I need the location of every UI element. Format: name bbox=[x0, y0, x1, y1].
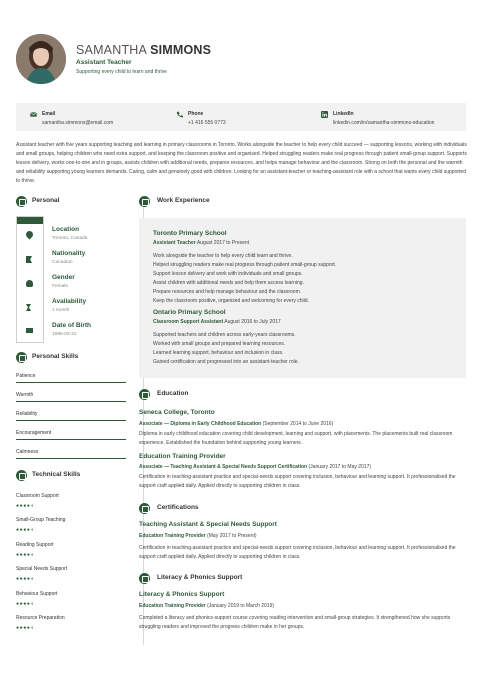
phone-icon bbox=[176, 111, 183, 118]
personal-skill-item bbox=[16, 373, 126, 379]
skill-rating: ●●●●◖ bbox=[16, 625, 35, 631]
literacy-icon bbox=[139, 573, 150, 584]
tagline: Supporting every child to learn and thrive bbox=[76, 69, 167, 75]
technical-skill-item bbox=[16, 615, 126, 631]
job-bullet: Prepare resources and help manage behaviour and the classroom. bbox=[153, 289, 302, 295]
avatar bbox=[16, 34, 66, 84]
literacy-name: Literacy & Phonics Support bbox=[139, 591, 225, 598]
skill-rating: ●●●●◖ bbox=[16, 503, 35, 509]
literacy-dates: (January 2019 to March 2019) bbox=[207, 603, 275, 609]
job-bullet: Work alongside the teacher to help every child learn and thrive. bbox=[153, 253, 293, 259]
contact-bar bbox=[16, 103, 466, 131]
personal-skill-item bbox=[16, 449, 126, 455]
personal-skill-item bbox=[16, 392, 126, 398]
personal-skill-item bbox=[16, 430, 126, 436]
literacy-provider: Education Training Provider bbox=[139, 603, 206, 609]
skill-rating: ●●●●◖ bbox=[16, 601, 35, 607]
person-icon bbox=[26, 280, 33, 287]
first-name: SAMANTHA bbox=[76, 43, 147, 57]
job-employer: Toronto Primary School bbox=[153, 230, 227, 237]
certifications-icon bbox=[139, 503, 150, 514]
literacy-subtitle bbox=[139, 603, 274, 609]
cert-subtitle bbox=[139, 533, 257, 539]
personal-item-nationality bbox=[52, 250, 85, 265]
edu-dates: (January 2017 to May 2017) bbox=[308, 464, 372, 470]
edu-degree: Associate — Diploma in Early Childhood Education bbox=[139, 421, 262, 427]
job-bullet: Helped struggling readers make real progress through patient small-group support. bbox=[153, 262, 337, 268]
cert-dates: (May 2017 to Present) bbox=[207, 533, 257, 539]
personal-item-location bbox=[52, 226, 87, 241]
phone-value[interactable]: +1 416 555 0773 bbox=[188, 120, 226, 126]
personal-skills-icon bbox=[16, 352, 27, 363]
job-bullet: Assist children with additional needs and help them access learning. bbox=[153, 280, 304, 286]
technical-skills-title: Technical Skills bbox=[32, 471, 81, 478]
skill-rating: ●●●●◖ bbox=[16, 576, 35, 582]
email-value[interactable]: samantha.simmons@email.com bbox=[42, 120, 114, 126]
skill-label: Reliability bbox=[16, 411, 38, 417]
resume-header bbox=[16, 34, 466, 90]
dob-value: 1995-03-22 bbox=[52, 332, 77, 337]
job-bullet: Gained certification and progressed into an assistant-teacher role. bbox=[153, 359, 299, 365]
tskill-label: Special Needs Support bbox=[16, 566, 68, 572]
personal-section-icon bbox=[16, 196, 27, 207]
gender-key: Gender bbox=[52, 274, 75, 281]
edu-school: Seneca College, Toronto bbox=[139, 409, 215, 416]
tskill-label: Reading Support bbox=[16, 542, 54, 548]
tskill-label: Resource Preparation bbox=[16, 615, 65, 621]
nationality-value: Canadian bbox=[52, 260, 73, 265]
job-subtitle bbox=[153, 240, 249, 246]
skill-label: Warmth bbox=[16, 392, 34, 398]
edu-description: Diploma in early childhood education covering child development, learning and support, with placements. The placements built real classroom experience. Established the foundation behind supporting young learners. bbox=[139, 431, 453, 446]
job-position: Classroom Support Assistant bbox=[153, 319, 224, 325]
personal-title: Personal bbox=[32, 197, 60, 204]
literacy-description: Completed a literacy and phonics-support course covering reading intervention and small-group strategies. It strengthened how she supports struggling readers and improved the progress children make in her groups. bbox=[139, 615, 451, 630]
location-value: Toronto, Canada bbox=[52, 236, 88, 241]
job-dates: August 2017 to Present bbox=[196, 240, 250, 246]
job-bullet: Worked with small groups and prepared learning resources. bbox=[153, 341, 286, 347]
nationality-key: Nationality bbox=[52, 250, 86, 257]
technical-skills-icon bbox=[16, 470, 27, 481]
skill-label: Patience bbox=[16, 373, 36, 379]
technical-skill-item bbox=[16, 517, 126, 533]
cert-name: Teaching Assistant & Special Needs Support bbox=[139, 521, 277, 528]
skill-divider bbox=[16, 382, 126, 383]
education-title: Education bbox=[157, 390, 189, 397]
candidate-name bbox=[76, 43, 211, 57]
cake-icon bbox=[26, 328, 33, 333]
linkedin-value[interactable]: linkedin.com/in/samantha-simmons-education bbox=[333, 120, 435, 126]
job-employer: Ontario Primary School bbox=[153, 309, 226, 316]
personal-skills-title: Personal Skills bbox=[32, 353, 79, 360]
skill-rating: ●●●●◖ bbox=[16, 552, 35, 558]
edu-subtitle bbox=[139, 464, 371, 470]
edu-dates: (September 2014 to June 2016) bbox=[262, 421, 334, 427]
edu-subtitle bbox=[139, 421, 333, 427]
experience-panel bbox=[139, 218, 466, 378]
email-label: Email bbox=[42, 111, 56, 117]
skill-label: Encouragement bbox=[16, 430, 52, 436]
personal-item-dob bbox=[52, 322, 91, 337]
job-subtitle bbox=[153, 319, 281, 325]
skill-divider bbox=[16, 439, 126, 440]
certifications-title: Certifications bbox=[157, 504, 199, 511]
linkedin-icon bbox=[321, 111, 328, 118]
dob-key: Date of Birth bbox=[52, 322, 91, 329]
skill-divider bbox=[16, 420, 126, 421]
rail-header bbox=[17, 217, 43, 224]
edu-degree: Associate — Teaching Assistant & Special Needs Support Certification bbox=[139, 464, 308, 470]
job-bullet: Supported teachers and children across early-years classrooms. bbox=[153, 332, 296, 338]
cert-description: Certification in teaching-assistant practice and special-needs support covering inclusion, behaviour and learning support. It professionalised the support craft applied daily. Applied directly to supporting children in class. bbox=[139, 545, 456, 560]
technical-skill-item bbox=[16, 542, 126, 558]
mail-icon bbox=[30, 111, 37, 118]
tskill-label: Behaviour Support bbox=[16, 591, 58, 597]
personal-details bbox=[16, 216, 126, 343]
personal-item-availability bbox=[52, 298, 86, 313]
gender-value: Female bbox=[52, 284, 68, 289]
technical-skill-item bbox=[16, 591, 126, 607]
skill-divider bbox=[16, 458, 126, 459]
personal-item-gender bbox=[52, 274, 75, 289]
literacy-title: Literacy & Phonics Support bbox=[157, 574, 243, 581]
job-bullet: Support lesson delivery and work with individuals and small groups. bbox=[153, 271, 303, 277]
edu-school: Education Training Provider bbox=[139, 453, 226, 460]
skill-divider bbox=[16, 401, 126, 402]
personal-skill-item bbox=[16, 411, 126, 417]
linkedin-label: LinkedIn bbox=[333, 111, 354, 117]
phone-label: Phone bbox=[188, 111, 204, 117]
technical-skill-item bbox=[16, 566, 126, 582]
job-bullet: Keep the classroom positive, organised and welcoming for every child. bbox=[153, 298, 309, 304]
professional-summary: Assistant teacher with five years supporting teaching and learning in primary classrooms in Toronto. Works alongside the teacher to help every child succeed — supporting lessons, working with individuals and small groups, helping children who need extra support, and keeping the classroom positive and organised. Helped struggling readers make real progress through patient small-group support. Supports lesson delivery, works one-to-one and in groups, assists children with additional needs, prepares resources, and helps manage behaviour and the classroom. Strong on both the personal and the warmth and reliability supporting young learners demands. Caring, calm and genuinely good with children. Looking for an assistant-teacher or teaching-assistant role with a school that wants every child supported to thrive. bbox=[16, 142, 467, 184]
education-icon bbox=[139, 389, 150, 400]
skill-label: Calmness bbox=[16, 449, 39, 455]
job-position: Assistant Teacher bbox=[153, 240, 196, 246]
technical-skill-item bbox=[16, 493, 126, 509]
availability-key: Availability bbox=[52, 298, 87, 305]
tskill-label: Small-Group Teaching bbox=[16, 517, 66, 523]
availability-value: 1 month bbox=[52, 308, 70, 313]
edu-description: Certification in teaching-assistant practice and special-needs support covering inclusion, behaviour and learning support. It professionalised the support craft applied daily. Applied directly to supporting children in class. bbox=[139, 474, 456, 489]
job-dates: August 2016 to July 2017 bbox=[224, 319, 281, 325]
tskill-label: Classroom Support bbox=[16, 493, 59, 499]
last-name: SIMMONS bbox=[150, 43, 212, 57]
work-experience-title: Work Experience bbox=[157, 197, 210, 204]
job-bullet: Learned learning support, behaviour and inclusion in class. bbox=[153, 350, 284, 356]
cert-provider: Education Training Provider bbox=[139, 533, 206, 539]
work-experience-icon bbox=[139, 196, 150, 207]
skill-rating: ●●●●◖ bbox=[16, 527, 35, 533]
job-role: Assistant Teacher bbox=[76, 59, 132, 66]
location-key: Location bbox=[52, 226, 80, 233]
